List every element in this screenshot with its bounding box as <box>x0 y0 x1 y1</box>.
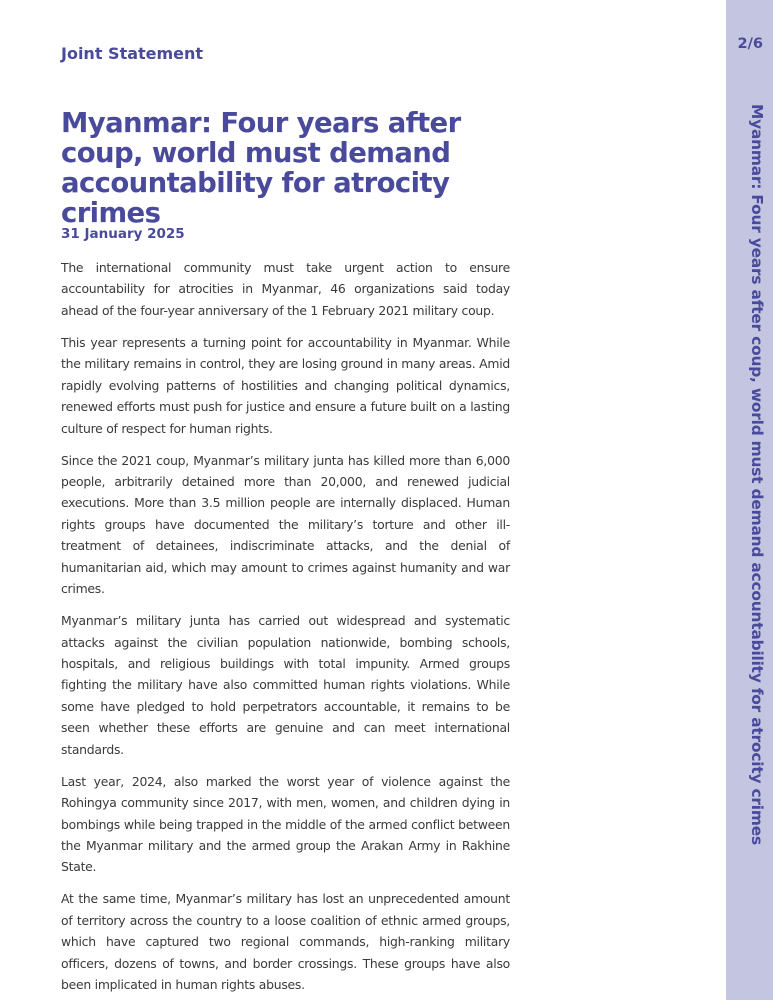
publication-date: 31 January 2025 <box>61 226 185 242</box>
document-type-label: Joint Statement <box>61 44 204 63</box>
body-text <box>61 257 510 1006</box>
paragraph: Since the 2021 coup, Myanmar’s military junta has killed more than 6,000 people, arbitrarily detained more than 20,000, and renewed judicial executions. More than 3.5 million people are internally displaced. Human rights groups have documented the military’s torture and other ill-treatment of detainees, indiscriminate attacks, and the denial of humanitarian aid, which may amount to crimes against humanity and war crimes. <box>61 452 510 597</box>
paragraph: This year represents a turning point for accountability in Myanmar. While the military remains in control, they are losing ground in many areas. Amid rapidly evolving patterns of hostilities and changing political dynamics, renewed efforts must push for justice and ensure a future built on a lasting culture of respect for human rights. <box>61 334 510 436</box>
paragraph: At the same time, Myanmar’s military has lost an unprecedented amount of territory across the country to a loose coalition of ethnic armed groups, which have captured two regional commands, high-ranking military officers, dozens of towns, and border crossings. These groups have also been implicated in human rights abuses. <box>61 891 510 993</box>
paragraph: The international community must take urgent action to ensure accountability for atrocities in Myanmar, 46 organizations said today ahead of the four-year anniversary of the 1 February 2021 military coup. <box>61 260 510 318</box>
sidebar <box>726 0 773 1000</box>
page-number: 2/6 <box>737 36 763 52</box>
page-title: Myanmar: Four years after coup, world must demand accountability for atrocity crimes <box>61 107 461 229</box>
paragraph: Myanmar’s military junta has carried out widespread and systematic attacks against the civilian population nationwide, bombing schools, hospitals, and religious buildings with total impunity. Armed groups fighting the military have also committed human rights violations. While some have pledged to hold perpetrators accountable, it remains to be seen whether these efforts are genuine and can meet international standards. <box>61 613 510 757</box>
running-title: Myanmar: Four years after coup, world must demand accountability for atrocity crimes <box>748 104 766 845</box>
paragraph: Last year, 2024, also marked the worst year of violence against the Rohingya community since 2017, with men, women, and children dying in bombings while being trapped in the middle of the armed conflict between the Myanmar military and the armed group the Arakan Army in Rakhine State. <box>61 773 510 875</box>
